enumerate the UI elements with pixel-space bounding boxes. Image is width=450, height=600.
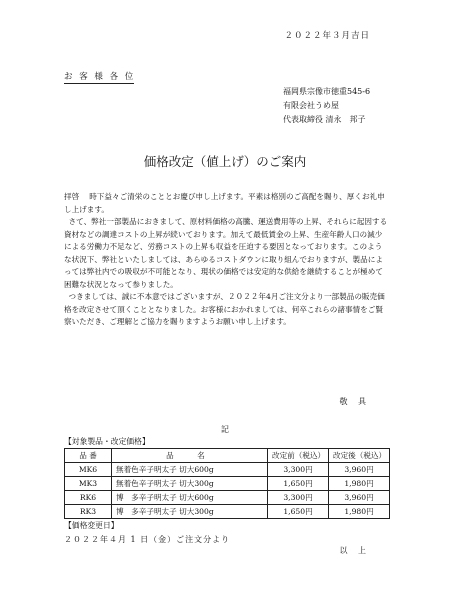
cell-price-before: 1,650円 [268, 505, 329, 519]
header-price-before: 改定前（税込） [268, 449, 329, 463]
change-date-text: ２０２２年４月 1 日（金）ご注文分より [64, 535, 231, 544]
closing-ijou: 以 上 [339, 546, 370, 555]
cell-price-before: 1,650円 [268, 477, 329, 491]
cell-price-after: 3,960円 [329, 491, 390, 505]
paragraph-greeting: 拝啓 時下益々ご清栄のこととお慶び申し上げます。平素は格別のご高配を賜り、厚くお礼申し上げます。 [64, 192, 385, 214]
addressee-underline [64, 83, 134, 84]
cell-name: 無着色辛子明太子 切大600g [112, 463, 268, 477]
cell-price-before: 3,300円 [268, 463, 329, 477]
table-header-row [65, 449, 390, 463]
letter-body [64, 191, 389, 329]
header-name: 品 名 [112, 449, 268, 463]
header-price-after: 改定後（税込） [329, 449, 390, 463]
letter-date: ２０２２年３月吉日 [284, 31, 370, 41]
addressee: お 客 様 各 位 [64, 72, 136, 82]
closing-keigu: 敬 具 [339, 397, 370, 406]
cell-code: MK6 [65, 463, 112, 477]
change-date-label: 【価格変更日】 [64, 521, 119, 530]
cell-price-after: 1,980円 [329, 505, 390, 519]
cell-price-before: 3,300円 [268, 491, 329, 505]
cell-name: 無着色辛子明太子 切大300g [112, 477, 268, 491]
cell-code: MK3 [65, 477, 112, 491]
sender-address: 福岡県宗像市徳重545-6 [283, 87, 371, 96]
cell-code: RK6 [65, 491, 112, 505]
cell-name: 博 多辛子明太子 切大300g [112, 505, 268, 519]
ki-heading: 記 [221, 425, 229, 434]
paragraph-reason: さて、弊社一部製品におきまして、原材料価格の高騰、運送費用等の上昇、それらに起因する資材などの調達コストの上昇が続いております。加えて最低賃金の上昇、生産年齢人口の減少による労働力不足など、労務コストの上昇も収益を圧迫する要因となっております。このような状況下、弊社といたしましては、あらゆるコストダウンに取り組んでおりますが、製品によっては弊社内での吸収が不可能となり、現状の価格では安定的な供給を継続することが極めて困難な状況となって参りました。 [64, 217, 388, 289]
table-label: 【対象製品・改定価格】 [64, 437, 150, 446]
table-row [65, 491, 390, 505]
header-code: 品 番 [65, 449, 112, 463]
cell-price-after: 1,980円 [329, 477, 390, 491]
table-row [65, 463, 390, 477]
table-row [65, 505, 390, 519]
sender-representative: 代表取締役 清永 邦子 [283, 115, 366, 124]
price-table [64, 448, 390, 519]
paragraph-request: つきましては、誠に不本意ではございますが、２０２２年4月ご注文分より一部製品の販売価格を改定させて頂くこととなりました。お客様におかれましては、何卒これらの諸事情をご賢察いただき、ご理解とご協力を賜りますようお願い申し上げます。 [64, 292, 385, 326]
sender-company: 有限会社うめ屋 [283, 101, 339, 110]
document-title: 価格改定（値上げ）のご案内 [143, 154, 307, 169]
cell-name: 博 多辛子明太子 切大600g [112, 491, 268, 505]
table-row [65, 477, 390, 491]
cell-price-after: 3,960円 [329, 463, 390, 477]
cell-code: RK3 [65, 505, 112, 519]
